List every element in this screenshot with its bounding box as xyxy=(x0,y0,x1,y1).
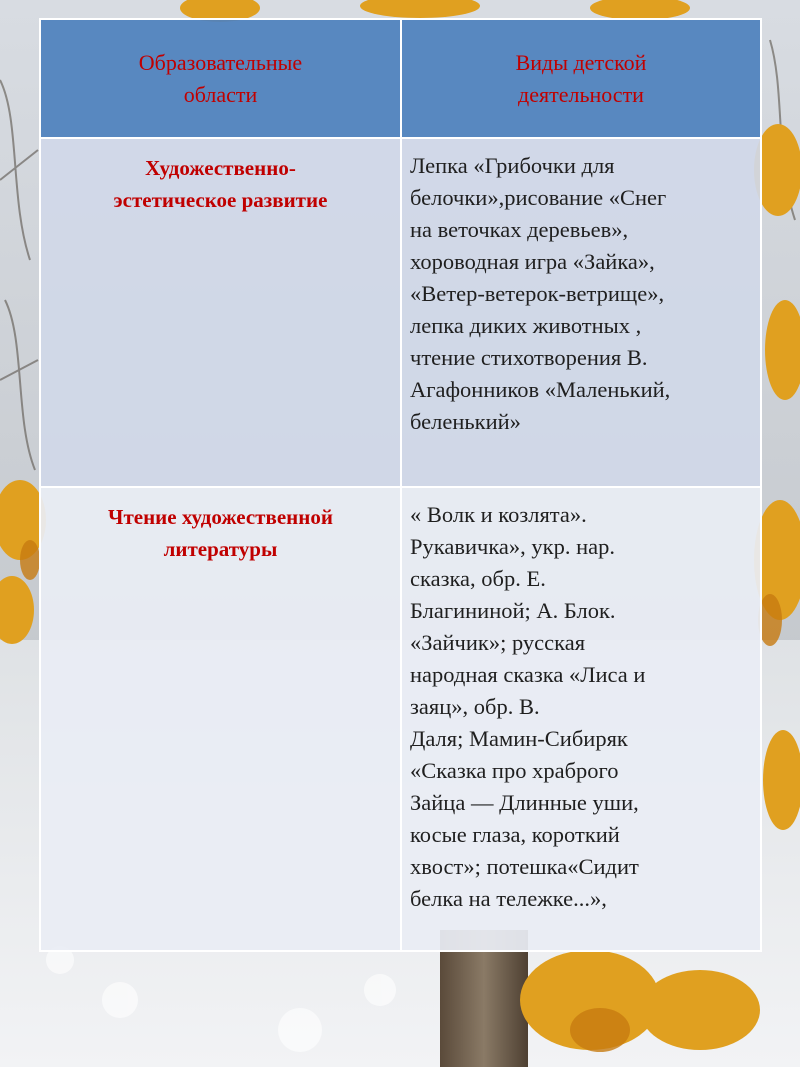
activity-line: Лепка «Грибочки для xyxy=(410,153,615,178)
activity-line: хороводная игра «Зайка», xyxy=(410,249,655,274)
activity-line: косые глаза, короткий xyxy=(410,822,620,847)
activity-line: Рукавичка», укр. нар. xyxy=(410,534,615,559)
activity-line: Зайца — Длинные уши, xyxy=(410,790,639,815)
activity-line: лепка диких животных , xyxy=(410,313,642,338)
area-cell xyxy=(40,487,401,951)
header-line: Образовательные xyxy=(138,49,303,75)
activity-line: «Ветер-ветерок-ветрище», xyxy=(410,281,665,306)
area-line: Чтение художественной xyxy=(108,505,333,529)
header-line: деятельности xyxy=(518,81,644,107)
header-educational-areas xyxy=(40,19,401,138)
table-row xyxy=(40,138,761,487)
activity-line: «Зайчик»; русская xyxy=(410,630,586,655)
activity-line: «Сказка про храброго xyxy=(410,758,619,783)
activity-line: на веточках деревьев», xyxy=(410,217,629,242)
activity-cell xyxy=(401,138,761,487)
area-line: Художественно- xyxy=(145,156,296,180)
area-line: литературы xyxy=(163,537,278,561)
activity-line: хвост»; потешка«Сидит xyxy=(410,854,639,879)
activity-line: беленький» xyxy=(410,409,521,434)
table-header-row xyxy=(40,19,761,138)
activity-line: сказка, обр. Е. xyxy=(410,566,546,591)
activities-table xyxy=(39,18,762,952)
header-line: Виды детской xyxy=(515,49,647,75)
activity-cell xyxy=(401,487,761,951)
header-line: области xyxy=(183,81,258,107)
header-activity-types xyxy=(401,19,761,138)
activity-line: белка на тележке...», xyxy=(410,886,607,911)
activity-line: заяц», обр. В. xyxy=(410,694,540,719)
area-cell xyxy=(40,138,401,487)
activity-line: белочки»,рисование «Снег xyxy=(410,185,667,210)
activities-table-wrapper xyxy=(39,18,760,952)
activity-line: Агафонников «Маленький, xyxy=(410,377,671,402)
table-row xyxy=(40,487,761,951)
activity-line: Даля; Мамин-Сибиряк xyxy=(410,726,628,751)
activity-line: народная сказка «Лиса и xyxy=(410,662,646,687)
activity-line: « Волк и козлята». xyxy=(410,502,587,527)
activity-line: чтение стихотворения В. xyxy=(410,345,648,370)
activity-line: Благининой; А. Блок. xyxy=(410,598,616,623)
area-line: эстетическое развитие xyxy=(113,188,328,212)
